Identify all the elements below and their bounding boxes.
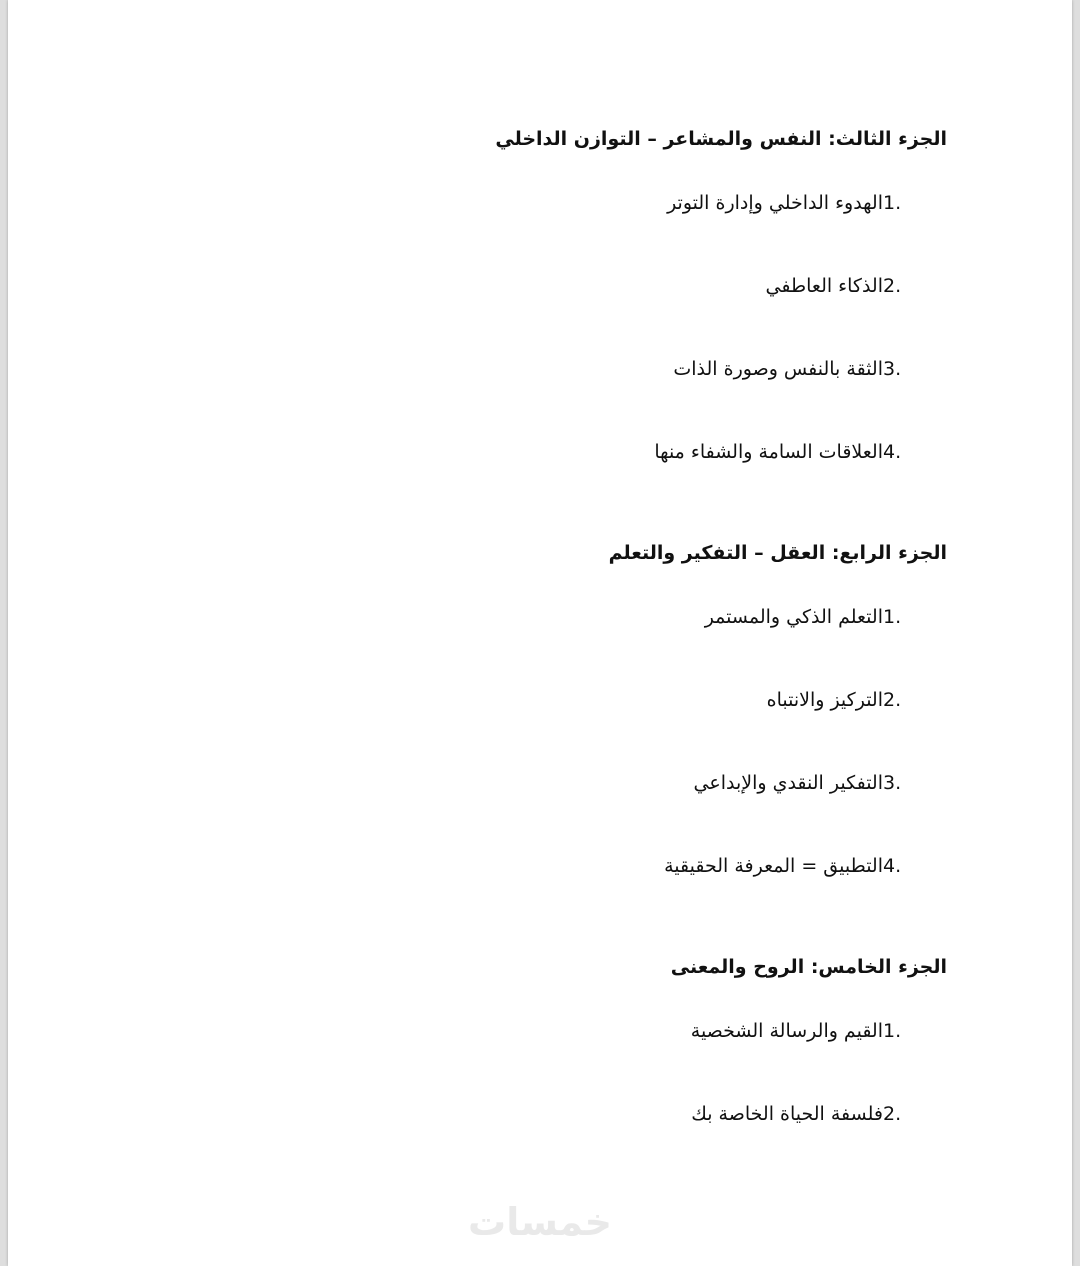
- list-item-number: 3.: [883, 772, 902, 794]
- list-item-text: التطبيق = المعرفة الحقيقية: [664, 855, 883, 877]
- list-item-number: 4.: [883, 441, 902, 463]
- document-page: [8, 0, 1072, 1266]
- watermark-logo: خمسات: [468, 1200, 612, 1244]
- list-item-number: 4.: [883, 855, 902, 877]
- list-item-number: 2.: [883, 1103, 902, 1125]
- list-item: [705, 606, 917, 628]
- list-item-number: 2.: [883, 275, 902, 297]
- list-item: [694, 772, 917, 794]
- list-item: [673, 358, 917, 380]
- section-title-part-5: الجزء الخامس: الروح والمعنى: [670, 956, 947, 978]
- list-item: [691, 1020, 917, 1042]
- section-title-part-4: الجزء الرابع: العقل – التفكير والتعلم: [608, 542, 947, 564]
- list-item: [766, 275, 917, 297]
- list-item: [654, 441, 917, 463]
- list-item-text: العلاقات السامة والشفاء منها: [654, 441, 883, 463]
- list-item-text: الثقة بالنفس وصورة الذات: [673, 358, 883, 380]
- list-item: [691, 1103, 917, 1125]
- section-title-part-3: الجزء الثالث: النفس والمشاعر – التوازن الداخلي: [495, 128, 947, 150]
- list-item-text: القيم والرسالة الشخصية: [690, 1020, 883, 1042]
- list-item-text: فلسفة الحياة الخاصة بك: [691, 1103, 883, 1125]
- list-item: [664, 855, 917, 877]
- list-item-text: الذكاء العاطفي: [765, 275, 883, 297]
- list-item-text: التركيز والانتباه: [766, 689, 883, 711]
- list-item: [767, 689, 917, 711]
- list-item-number: 1.: [883, 606, 902, 628]
- list-item-number: 1.: [883, 192, 902, 214]
- list-item-text: التعلم الذكي والمستمر: [704, 606, 883, 628]
- list-item-number: 1.: [883, 1020, 902, 1042]
- list-item-text: الهدوء الداخلي وإدارة التوتر: [667, 192, 883, 214]
- list-item-number: 3.: [883, 358, 902, 380]
- list-item-number: 2.: [883, 689, 902, 711]
- list-item-text: التفكير النقدي والإبداعي: [693, 772, 883, 794]
- list-item: [667, 192, 917, 214]
